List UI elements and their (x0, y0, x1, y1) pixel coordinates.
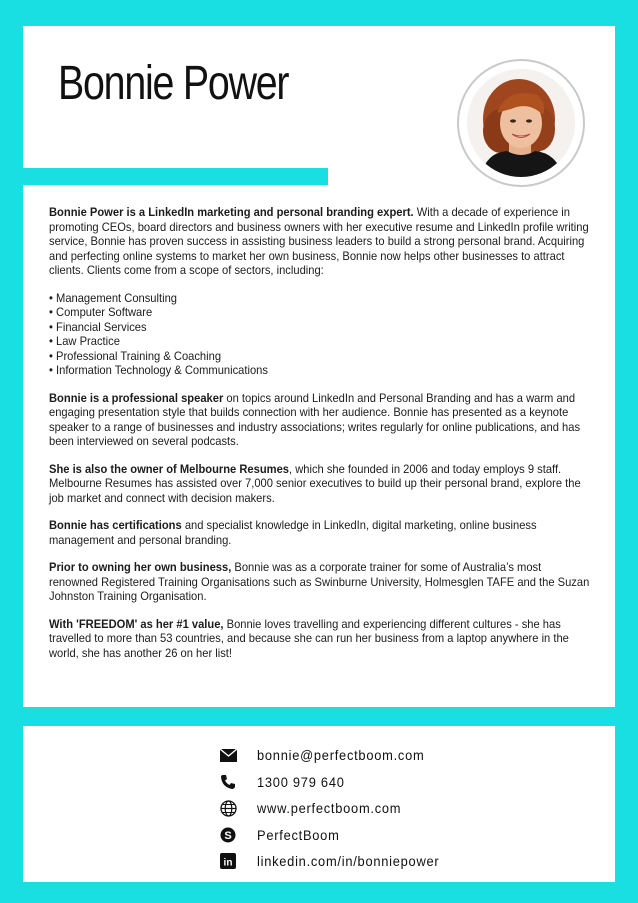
accent-bar (23, 168, 328, 185)
sector-list (49, 291, 593, 378)
contact-linkedin[interactable] (218, 848, 455, 875)
bio-paragraph-intro (49, 205, 593, 278)
bio-freedom-text: Bonnie loves travelling and experiencing different cultures - she has travelled to more than 53 countries, and because she can run her business from a laptop anywhere in the world, she has another 26 on her list! (49, 616, 569, 660)
bio-paragraph-certifications (49, 518, 593, 547)
list-item: • Management Consulting (49, 291, 593, 306)
bio-freedom-bold: With 'FREEDOM' as her #1 value, (49, 616, 224, 631)
bio-intro-bold: Bonnie Power is a LinkedIn marketing and personal branding expert. (49, 205, 414, 219)
website-link[interactable]: www.perfectboom.com (257, 800, 402, 817)
list-item: • Financial Services (49, 320, 593, 335)
bio-paragraph-prior (49, 560, 593, 604)
bio-prior-text: Bonnie was as a corporate trainer for some of Australia’s most renowned Registered Training Organisations such as Swinburne University, Holmesglen TAFE and the Suzan Johnston Training Organisation. (49, 560, 590, 603)
skype-icon (218, 825, 238, 845)
contact-skype[interactable] (218, 822, 455, 849)
globe-icon (218, 798, 238, 818)
contact-email[interactable] (218, 742, 455, 769)
bio-speaker-bold: Bonnie is a professional speaker (49, 390, 224, 405)
list-item: • Professional Training & Coaching (49, 349, 593, 364)
profile-photo-frame (457, 59, 585, 187)
bio-certifications-bold: Bonnie has certifications (49, 518, 182, 532)
bio-speaker-text: on topics around LinkedIn and Personal Branding and has a warm and engaging presentation style that builds connection with her audience. Bonnie has presented as a keynote speaker to a range of businesses and industry associations; writes regularly for online publications, and has been interviewed on several podcasts. (49, 390, 581, 448)
bio-prior-bold: Prior to owning her own business, (49, 560, 232, 574)
contact-website[interactable] (218, 795, 455, 822)
svg-text:in: in (223, 857, 233, 869)
contact-phone[interactable] (218, 769, 455, 796)
bio-content (49, 205, 593, 673)
envelope-icon (218, 745, 238, 765)
skype-handle[interactable]: PerfectBoom (257, 826, 340, 843)
list-item: • Computer Software (49, 305, 593, 320)
bio-paragraph-speaker (49, 391, 593, 449)
linkedin-icon (218, 851, 238, 871)
profile-name: Bonnie Power (58, 57, 289, 110)
phone-number[interactable]: 1300 979 640 (257, 773, 345, 790)
list-item: • Information Technology & Communications (49, 363, 593, 378)
linkedin-link[interactable]: linkedin.com/in/bonniepower (257, 853, 440, 870)
bio-intro-text: With a decade of experience in promoting CEOs, board directors and business owners with her executive resume and LinkedIn profile writing service, Bonnie has proven success in assisting business leaders to build a strong personal brand. Acquiring and perfecting online systems to market her own business, Bonnie now helps other businesses to attract clients. Clients come from a scope of sectors, including: (49, 205, 589, 277)
svg-text:S: S (224, 829, 232, 842)
bio-paragraph-freedom (49, 617, 593, 661)
bio-owner-text: , which she founded in 2006 and today employs 9 staff. Melbourne Resumes has assisted over 7,000 senior executives to build up their personal brand, explore the job market and connect with decision makers. (49, 461, 581, 505)
bio-certifications-text: and specialist knowledge in LinkedIn, digital marketing, online business management and personal branding. (49, 518, 537, 547)
profile-photo (467, 69, 575, 177)
list-item: • Law Practice (49, 334, 593, 349)
contact-list (218, 742, 455, 875)
phone-icon (218, 772, 238, 792)
bio-paragraph-owner (49, 462, 593, 506)
email-link[interactable]: bonnie@perfectboom.com (257, 747, 425, 764)
bio-owner-bold: She is also the owner of Melbourne Resumes (49, 461, 289, 476)
